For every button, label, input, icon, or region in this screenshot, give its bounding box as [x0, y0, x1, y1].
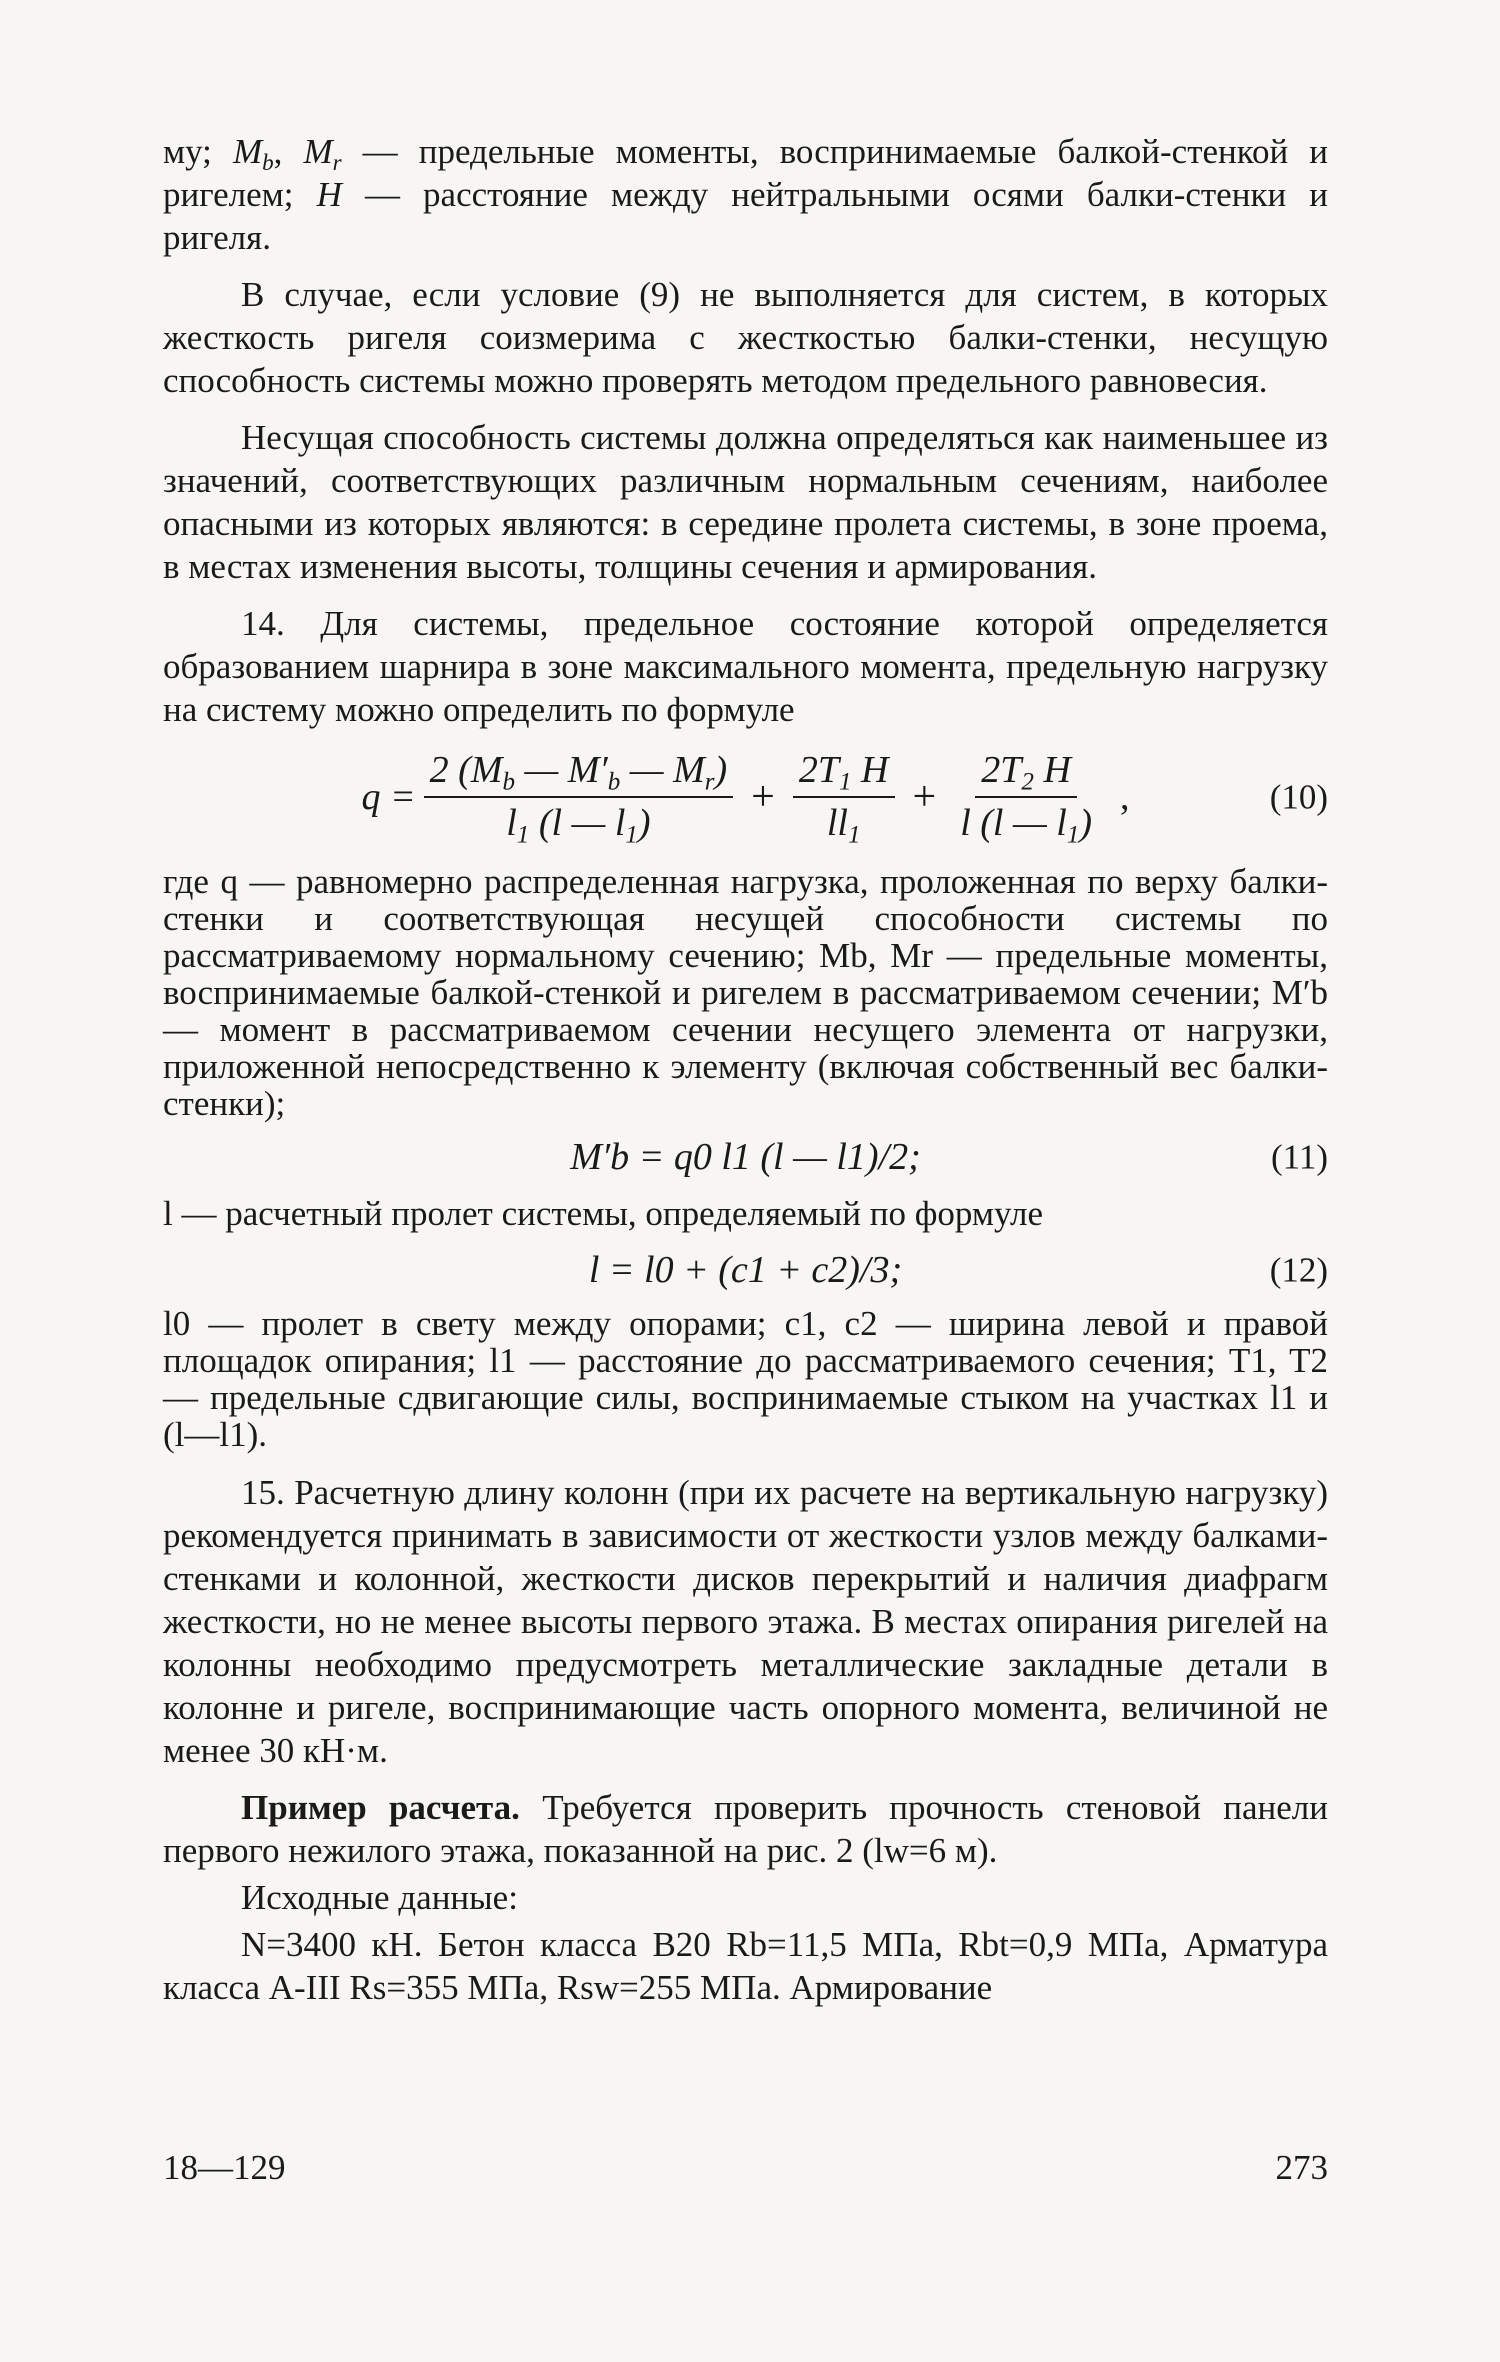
formula-12: [163, 1241, 1328, 1299]
formula-12-body: l = l0 + (c1 + c2)/3;: [588, 1248, 903, 1291]
paragraph-item-15: 15. Расчетную длину колонн (при их расчете на вертикальную нагрузку) рекомендуется принимать в зависимости от жесткости узлов между балками-стенками и колонной, жесткости дисков перекрытий и наличия диафрагм жесткости, но не менее высоты первого этажа. В местах опирания ригелей на колонны необходимо предусмотреть металлические закладные детали в колонне и ригеле, воспринимающие часть опорного момента, величиной не менее 30 кН·м.: [163, 1473, 1328, 1770]
page-number: 273: [1275, 2148, 1328, 2187]
paragraph-notation: l0 — пролет в свету между опорами; c1, c2 — ширина левой и правой площадок опирания; l1 — расстояние до рассматриваемого сечения; T1, T2 — предельные сдвигающие силы, воспринимаемые стыком на участках l1 и (l—l1).: [163, 1304, 1328, 1454]
symbol-mb: M: [232, 132, 263, 171]
fraction-denominator: $l_1$ (l — $l_1$): [506, 802, 651, 849]
text-run: му;: [163, 132, 233, 171]
paragraph-variable-definitions: [163, 130, 1328, 259]
formula-10: [163, 737, 1328, 857]
text-run: — предельные моменты, воспринимаемые балкой-стенкой и ригелем;: [163, 132, 1328, 214]
fraction-numerator: 2 ($M_b$ — $M'_b$ — $M_r$): [424, 749, 734, 798]
paragraph-item-14: 14. Для системы, предельное состояние которой определяется образованием шарнира в зоне максимального момента, предельную нагрузку на систему можно определить по формуле: [163, 604, 1328, 729]
text-run: — расстояние между нейтральными осями балки-стенки и ригеля.: [163, 175, 1328, 257]
symbol-h: H: [316, 175, 342, 214]
paragraph-condition-9: В случае, если условие (9) не выполняется для систем, в которых жесткость ригеля соизмерима с жесткостью балки-стенки, несущую способность системы можно проверять методом предельного равновесия.: [163, 275, 1328, 400]
fraction-denominator: l (l — $l_1$): [960, 802, 1093, 849]
page-footer: [163, 2148, 1328, 2188]
text-run: ,: [273, 132, 304, 171]
formula-number: (11): [1270, 1137, 1328, 1177]
paragraph-example: [163, 1786, 1328, 1872]
symbol-mr: M: [303, 132, 333, 171]
paragraph-where: где q — равномерно распределенная нагрузка, проложенная по верху балки-стенки и соответствующая несущей способности системы по рассматриваемому нормальному сечению; Mb, Mr — предельные моменты, воспринимаемые балкой-стенкой и ригелем в рассматриваемом сечении; M′b — момент в рассматриваемом сечении несущего элемента от нагрузки, приложенной непосредственно к элементу (включая собственный вес балки-стенки);: [163, 862, 1328, 1123]
formula-number: (10): [1269, 777, 1328, 817]
plus-sign: +: [751, 773, 775, 820]
formula-number: (12): [1269, 1250, 1328, 1290]
text-run: Требуется проверить прочность стеновой панели первого нежилого этажа, показанной на рис. 2 (lw=6 м).: [163, 1788, 1329, 1870]
formula-comma: ,: [1120, 775, 1130, 818]
formula-lhs: q =: [361, 775, 416, 818]
fraction-denominator: $ll_1$: [826, 802, 861, 849]
text-column: [163, 130, 1328, 2023]
subscript: r: [332, 148, 342, 175]
example-heading: Пример расчета.: [241, 1788, 520, 1827]
fraction-term-2: [793, 749, 895, 849]
paragraph-span: l — расчетный пролет системы, определяемый по формуле: [163, 1194, 1043, 1233]
fraction-numerator: $2T_1$ H: [793, 749, 895, 798]
paragraph-input-data: Исходные данные:: [241, 1878, 518, 1917]
paragraph-bearing-capacity: Несущая способность системы должна определяться как наименьшее из значений, соответствующих различным нормальным сечениям, наиболее опасными из которых являются: в середине пролета системы, в зоне проема, в местах изменения высоты, толщины сечения и армирования.: [163, 418, 1328, 586]
signature-mark: 18—129: [163, 2148, 286, 2187]
formula-11: [163, 1128, 1328, 1186]
subscript: b: [262, 148, 274, 175]
fraction-term-3: [954, 749, 1098, 849]
formula-11-body: M′b = q0 l1 (l — l1)/2;: [570, 1135, 921, 1178]
paragraph-materials: N=3400 кН. Бетон класса В20 Rb=11,5 МПа, Rbt=0,9 МПа, Арматура класса А-III Rs=355 МПа, Rsw=255 МПа. Армирование: [163, 1925, 1328, 2007]
plus-sign: +: [912, 773, 937, 820]
fraction-term-1: [424, 749, 734, 849]
fraction-numerator: $2T_2$ H: [975, 749, 1077, 798]
formula-10-body: [163, 737, 1328, 857]
